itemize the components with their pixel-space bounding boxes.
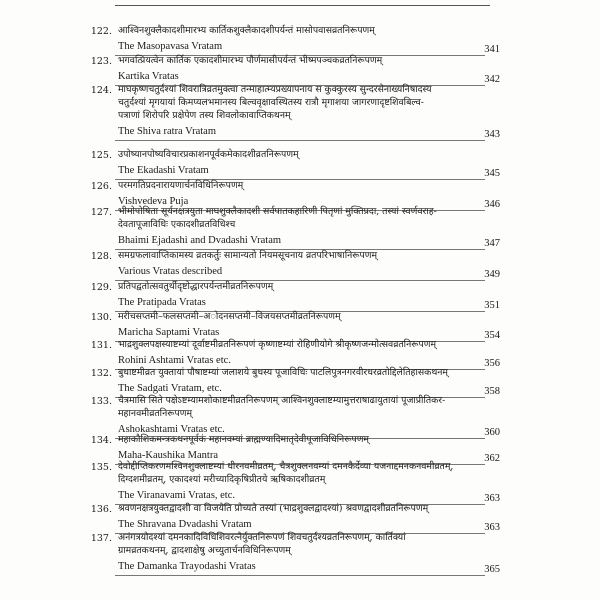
entry-number: 127. (90, 207, 112, 218)
sanskrit-line: दिग्दशमीव्रतम्, एकादश्यां मरीच्यादिकृषिप्रीतये ऋषिकादशीव्रतम् (118, 474, 326, 485)
entry-title: Maricha Saptami Vratas (118, 327, 220, 338)
entry-number: 126. (90, 181, 112, 192)
page-number: 351 (484, 300, 500, 311)
entry-number: 125. (90, 150, 112, 161)
entry-number: 130. (90, 312, 112, 323)
entry-underline (115, 140, 485, 141)
sanskrit-line: अनंगत्रयोदश्यां दमनकादिविधिशिवरत्नैर्युक्तनिरूपणं शिवचतुर्दश्यव्रतनिरूपणम्, कार्तिक्यां (118, 532, 406, 543)
page-number: 354 (484, 330, 500, 341)
page-number: 358 (484, 386, 500, 397)
sanskrit-line: मरीचसप्तमी–फलसप्तमी–अोदनसप्तमी–विजयसप्तमीव्रतनिरूपणम् (118, 311, 341, 322)
entry-number: 132. (90, 368, 112, 379)
entry-number: 124. (90, 85, 112, 96)
sanskrit-line: भीमोपोषिता सूर्यनक्षत्रयुता माघशुक्लैकादशी सर्वपातकहारिणी पितृणां मुक्तिप्रदा, तस्यां स्वर्णवराह- (118, 206, 437, 217)
sanskrit-line: महानवमीव्रतनिरूपणम् (118, 408, 193, 419)
entry-title: The Sadgati Vratam, etc. (118, 383, 222, 394)
sanskrit-line: भगवत्प्रियत्वेन कार्तिक एकादशीमारभ्य पौर्णमासीपर्यन्तं भीष्मपञ्चकव्रतनिरूपणम् (118, 55, 383, 66)
sanskrit-line: चतुर्दश्यां मृगयायां किमप्यलभमानस्य बिल्ववृक्षावस्थितस्य रात्रौ मृगाशया जागरणादृष्टशिवबिल्व- (118, 97, 424, 108)
entry-title: The Ekadashi Vratam (118, 165, 209, 176)
sanskrit-line: श्रवणनक्षत्रयुक्तद्वादशी वा विजयेति प्रोच्यते तस्यां (भाद्रशुक्लद्वादश्यां) श्रवणद्वादशीव्रतनिरूपणम् (118, 503, 429, 514)
entry-title: Maha-Kaushika Mantra (118, 450, 219, 461)
sanskrit-line: देवोद्दीप्तिकरणमश्विनशुक्लाष्टम्यां धीरनवमीव्रतम्, चैत्रशुक्लनवम्यां दमनकैर्देव्या यजनाद्दमनकनवमीव्रतम्, (118, 461, 454, 472)
entry-title: The Viranavami Vratas, etc. (118, 490, 236, 501)
entry-title: Various Vratas described (118, 266, 223, 277)
entry-title: The Shravana Dvadashi Vratam (118, 519, 252, 530)
entry-number: 122. (90, 26, 112, 37)
page-number: 346 (484, 199, 500, 210)
page-number: 362 (484, 453, 500, 464)
sanskrit-line: समग्रफलावाप्तिकामस्य व्रतकर्तुः सामान्यतो नियमसूचनाय व्रतपरिभाषानिरूपणम् (118, 250, 378, 261)
entry-underline (115, 575, 485, 576)
sanskrit-line: भाद्रशुक्लपक्षस्याष्टम्यां दूर्वाष्टमीव्रतनिरूपणं कृष्णाष्टम्यां रोहिणीयोगे श्रीकृष्णजन्मोत्सवव्रतनिरूपणम् (118, 339, 437, 350)
sanskrit-line: पत्राणां शिरोपरि प्रक्षेपेण तस्य शिवलोकावाप्तिकथनम् (118, 110, 291, 121)
entry-number: 137. (90, 533, 112, 544)
sanskrit-line: परमगतिप्रदनारायणार्चनविधिनिरूपणम् (118, 180, 244, 191)
entry-number: 133. (90, 396, 112, 407)
entry-number: 123. (90, 56, 112, 67)
entry-title: Bhaimi Ejadashi and Dvadashi Vratam (118, 235, 282, 246)
entry-title: The Masopavasa Vratam (118, 41, 223, 52)
sanskrit-line: प्रतिपद्वतोत्सवतुर्थीदृष्टोद्धारपर्यन्तमीव्रतनिरूपणम् (118, 281, 274, 292)
sanskrit-line: माघकृष्णचतुर्दश्यां शिवरात्रिव्रतमुक्त्वा तन्माहात्म्यप्रख्यापनाय स कुक्कुरस्य सुन्दरसेनाख्यनिषादस्य (118, 84, 432, 95)
page-number: 342 (484, 74, 500, 85)
sanskrit-line: आश्विनशुक्लैकादशीमारभ्य कार्तिकशुक्लैकादशीपर्यन्तं मासोपवासव्रतनिरूपणम् (118, 25, 375, 36)
sanskrit-line: देवतापूजाविधिः एकादशीव्रतविधिश्च (118, 219, 236, 230)
entry-number: 131. (90, 340, 112, 351)
page-number: 347 (484, 238, 500, 249)
entry-number: 136. (90, 504, 112, 515)
sanskrit-line: चैत्रमासि सिते पक्षेऽष्टम्यामशोकाष्टमीव्रतनिरूपणम् आश्विनशुक्लाष्टम्यामुत्तराषाढायुतायां पूजाप्रीतिकर- (118, 395, 446, 406)
entry-number: 128. (90, 251, 112, 262)
entry-number: 135. (90, 462, 112, 473)
page-number: 365 (484, 564, 500, 575)
page-number: 356 (484, 358, 500, 369)
page-number: 363 (484, 522, 500, 533)
entry-number: 129. (90, 282, 112, 293)
entry-title: Ashokashtami Vratas etc. (118, 424, 225, 435)
page-number: 341 (484, 44, 500, 55)
page-number: 349 (484, 269, 500, 280)
entry-title: The Damanka Trayodashi Vratas (118, 561, 256, 572)
page-number: 360 (484, 427, 500, 438)
entry-title: The Shiva ratra Vratam (118, 126, 217, 137)
sanskrit-line: बुधाष्टमीव्रत युक्तायां पौषाष्टम्यां जलाशये बुधस्य पूजाविधिः पाटलिपुत्रनगरवीरधरव्रतोद्दिलेतिहासकथनम् (118, 367, 448, 378)
entry-title: Kartika Vratas (118, 71, 179, 82)
entry-title: Rohini Ashtami Vratas etc. (118, 355, 231, 366)
entry-title: Vishvedeva Puja (118, 196, 189, 207)
page-number: 345 (484, 168, 500, 179)
top-rule (115, 5, 490, 6)
page-number: 363 (484, 493, 500, 504)
sanskrit-line: ग्रामव्रतकथनम्, द्वादशाक्षेषु अच्युतार्चनविधिनिरूपणम् (118, 545, 291, 556)
sanskrit-line: महाकौशिकमन्त्रकथनपूर्वकं महानवम्यां ब्राह्मण्यादिमातृदेवीपूजाविधिनिरूपणम् (118, 434, 369, 445)
entry-number: 134. (90, 435, 112, 446)
entry-title: The Pratipada Vratas (118, 297, 206, 308)
page-number: 343 (484, 129, 500, 140)
sanskrit-line: उपोष्यानपोष्यविचारप्रकाशनपूर्वकमेकादशीव्रतनिरूपणम् (118, 149, 299, 160)
